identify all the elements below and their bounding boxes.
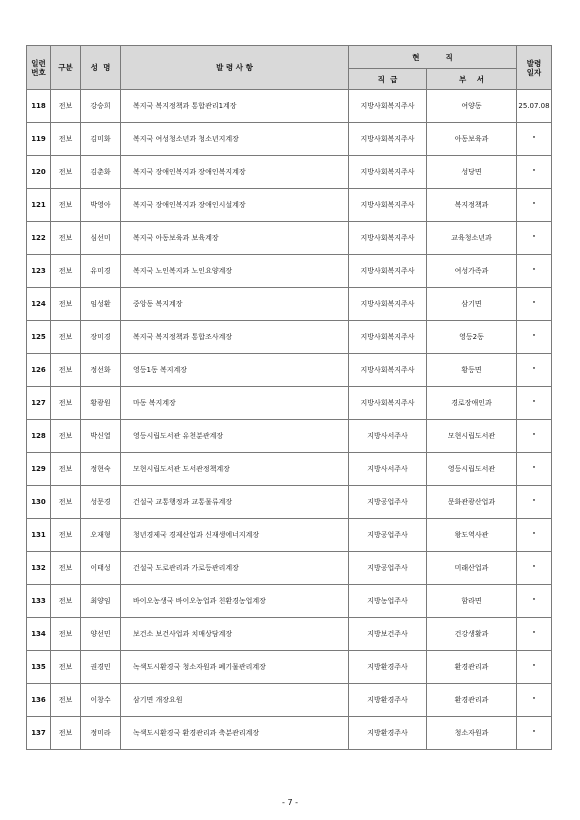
- cell-serial-number: 131: [27, 519, 51, 552]
- table-row: [27, 519, 552, 552]
- cell-department: 황등면: [427, 354, 517, 387]
- cell-department: 미래산업과: [427, 552, 517, 585]
- cell-serial-number: 127: [27, 387, 51, 420]
- cell-order: 복지국 노인복지과 노인요양계장: [121, 255, 349, 288]
- table-row: [27, 156, 552, 189]
- cell-date: ": [517, 420, 552, 453]
- cell-date: ": [517, 288, 552, 321]
- cell-serial-number: 133: [27, 585, 51, 618]
- personnel-table: [26, 45, 552, 750]
- cell-department: 경로장애인과: [427, 387, 517, 420]
- cell-order: 영등1동 복지계장: [121, 354, 349, 387]
- cell-type: 전보: [51, 90, 81, 123]
- cell-serial-number: 126: [27, 354, 51, 387]
- table-row: [27, 222, 552, 255]
- cell-order: 복지국 여성청소년과 청소년지계장: [121, 123, 349, 156]
- cell-rank: 지방공업주사: [349, 486, 427, 519]
- cell-serial-number: 128: [27, 420, 51, 453]
- cell-department: 함라면: [427, 585, 517, 618]
- table-row: [27, 288, 552, 321]
- cell-type: 전보: [51, 651, 81, 684]
- table-body: [27, 90, 552, 750]
- cell-rank: 지방사회복지주사: [349, 255, 427, 288]
- table-row: [27, 123, 552, 156]
- cell-name: 오재형: [81, 519, 121, 552]
- cell-date: ": [517, 651, 552, 684]
- table-row: [27, 453, 552, 486]
- cell-department: 여양동: [427, 90, 517, 123]
- cell-name: 김춘화: [81, 156, 121, 189]
- cell-serial-number: 132: [27, 552, 51, 585]
- cell-type: 전보: [51, 222, 81, 255]
- cell-date: ": [517, 123, 552, 156]
- cell-rank: 지방사회복지주사: [349, 123, 427, 156]
- cell-date: ": [517, 189, 552, 222]
- cell-order: 복지국 복지정책과 통합조사계장: [121, 321, 349, 354]
- table-row: [27, 321, 552, 354]
- cell-name: 정선화: [81, 354, 121, 387]
- cell-rank: 지방보건주사: [349, 618, 427, 651]
- cell-name: 이창수: [81, 684, 121, 717]
- table-row: [27, 651, 552, 684]
- cell-date: ": [517, 486, 552, 519]
- cell-type: 전보: [51, 189, 81, 222]
- cell-department: 성당면: [427, 156, 517, 189]
- header-date: 발령 일자: [517, 46, 552, 90]
- cell-order: 모현시립도서관 도서관정책계장: [121, 453, 349, 486]
- header-department: 부 서: [427, 69, 517, 90]
- cell-department: 아동보육과: [427, 123, 517, 156]
- table-row: [27, 717, 552, 750]
- cell-type: 전보: [51, 156, 81, 189]
- cell-order: 보건소 보건사업과 치매상담계장: [121, 618, 349, 651]
- cell-name: 황광원: [81, 387, 121, 420]
- cell-type: 전보: [51, 486, 81, 519]
- cell-serial-number: 137: [27, 717, 51, 750]
- cell-rank: 지방사서주사: [349, 453, 427, 486]
- cell-serial-number: 136: [27, 684, 51, 717]
- cell-order: 건설국 도로관리과 가로등관리계장: [121, 552, 349, 585]
- table-row: [27, 354, 552, 387]
- cell-type: 전보: [51, 420, 81, 453]
- cell-order: 삼기면 개장요원: [121, 684, 349, 717]
- table-row: [27, 684, 552, 717]
- cell-department: 문화관광산업과: [427, 486, 517, 519]
- cell-date: ": [517, 255, 552, 288]
- cell-department: 여성가족과: [427, 255, 517, 288]
- cell-date: ": [517, 453, 552, 486]
- cell-name: 정미라: [81, 717, 121, 750]
- cell-order: 복지국 장애인복지과 장애인시설계장: [121, 189, 349, 222]
- cell-rank: 지방환경주사: [349, 717, 427, 750]
- cell-serial-number: 123: [27, 255, 51, 288]
- cell-name: 장미경: [81, 321, 121, 354]
- cell-name: 김미화: [81, 123, 121, 156]
- header-rank: 직 급: [349, 69, 427, 90]
- cell-date: ": [517, 618, 552, 651]
- cell-name: 정현숙: [81, 453, 121, 486]
- cell-rank: 지방환경주사: [349, 651, 427, 684]
- cell-date: ": [517, 684, 552, 717]
- cell-type: 전보: [51, 123, 81, 156]
- cell-name: 권경민: [81, 651, 121, 684]
- cell-order: 건설국 교통행정과 교통물류계장: [121, 486, 349, 519]
- cell-date: ": [517, 156, 552, 189]
- cell-date: ": [517, 552, 552, 585]
- cell-rank: 지방사회복지주사: [349, 354, 427, 387]
- table-row: [27, 486, 552, 519]
- cell-rank: 지방사회복지주사: [349, 387, 427, 420]
- cell-order: 마동 복지계장: [121, 387, 349, 420]
- table-row: [27, 552, 552, 585]
- table-row: [27, 189, 552, 222]
- cell-type: 전보: [51, 288, 81, 321]
- cell-order: 녹색도시환경국 청소자원과 폐기물관리계장: [121, 651, 349, 684]
- header-name: 성 명: [81, 46, 121, 90]
- cell-department: 영등시립도서관: [427, 453, 517, 486]
- table-row: [27, 618, 552, 651]
- cell-type: 전보: [51, 717, 81, 750]
- cell-department: 왕도역사관: [427, 519, 517, 552]
- cell-date: ": [517, 585, 552, 618]
- cell-name: 강승희: [81, 90, 121, 123]
- cell-type: 전보: [51, 552, 81, 585]
- cell-serial-number: 134: [27, 618, 51, 651]
- cell-date: ": [517, 387, 552, 420]
- cell-name: 양선민: [81, 618, 121, 651]
- cell-serial-number: 130: [27, 486, 51, 519]
- cell-order: 중앙동 복지계장: [121, 288, 349, 321]
- cell-order: 녹색도시환경국 환경관리과 축분관리계장: [121, 717, 349, 750]
- cell-type: 전보: [51, 387, 81, 420]
- table-row: [27, 255, 552, 288]
- cell-serial-number: 122: [27, 222, 51, 255]
- cell-serial-number: 119: [27, 123, 51, 156]
- page-number: - 7 -: [282, 798, 298, 807]
- cell-name: 심선미: [81, 222, 121, 255]
- cell-type: 전보: [51, 255, 81, 288]
- cell-department: 건강생활과: [427, 618, 517, 651]
- cell-serial-number: 129: [27, 453, 51, 486]
- header-type: 구분: [51, 46, 81, 90]
- cell-date: 25.07.08: [517, 90, 552, 123]
- cell-rank: 지방사회복지주사: [349, 321, 427, 354]
- cell-department: 모현시립도서관: [427, 420, 517, 453]
- cell-rank: 지방농업주사: [349, 585, 427, 618]
- cell-type: 전보: [51, 321, 81, 354]
- cell-rank: 지방사회복지주사: [349, 156, 427, 189]
- cell-serial-number: 118: [27, 90, 51, 123]
- cell-date: ": [517, 321, 552, 354]
- cell-date: ": [517, 222, 552, 255]
- cell-name: 박신열: [81, 420, 121, 453]
- cell-date: ": [517, 354, 552, 387]
- cell-type: 전보: [51, 354, 81, 387]
- cell-type: 전보: [51, 585, 81, 618]
- cell-rank: 지방사회복지주사: [349, 90, 427, 123]
- cell-rank: 지방공업주사: [349, 519, 427, 552]
- cell-department: 교육청소년과: [427, 222, 517, 255]
- cell-serial-number: 124: [27, 288, 51, 321]
- cell-order: 영등시립도서관 유천분관계장: [121, 420, 349, 453]
- cell-department: 환경관리과: [427, 651, 517, 684]
- cell-serial-number: 121: [27, 189, 51, 222]
- cell-serial-number: 120: [27, 156, 51, 189]
- cell-rank: 지방공업주사: [349, 552, 427, 585]
- cell-order: 바이오농생국 바이오농업과 친환경농업계장: [121, 585, 349, 618]
- cell-department: 청소자원과: [427, 717, 517, 750]
- cell-order: 복지국 장애인복지과 장애인복지계장: [121, 156, 349, 189]
- header-current-position: 현 직: [349, 46, 517, 69]
- cell-order: 복지국 아동보육과 보육계장: [121, 222, 349, 255]
- cell-date: ": [517, 519, 552, 552]
- table-row: [27, 90, 552, 123]
- table-row: [27, 387, 552, 420]
- cell-rank: 지방사회복지주사: [349, 189, 427, 222]
- header-order: 발 령 사 항: [121, 46, 349, 90]
- cell-type: 전보: [51, 618, 81, 651]
- cell-rank: 지방사서주사: [349, 420, 427, 453]
- cell-name: 유미경: [81, 255, 121, 288]
- cell-order: 복지국 복지정책과 통합관리1계장: [121, 90, 349, 123]
- cell-name: 임성환: [81, 288, 121, 321]
- cell-name: 성문경: [81, 486, 121, 519]
- cell-name: 최양임: [81, 585, 121, 618]
- cell-rank: 지방사회복지주사: [349, 288, 427, 321]
- table-row: [27, 420, 552, 453]
- table-row: [27, 585, 552, 618]
- cell-rank: 지방환경주사: [349, 684, 427, 717]
- cell-department: 영등2동: [427, 321, 517, 354]
- cell-name: 이태성: [81, 552, 121, 585]
- cell-type: 전보: [51, 453, 81, 486]
- cell-department: 복지정책과: [427, 189, 517, 222]
- cell-serial-number: 125: [27, 321, 51, 354]
- cell-name: 박영아: [81, 189, 121, 222]
- cell-serial-number: 135: [27, 651, 51, 684]
- cell-type: 전보: [51, 519, 81, 552]
- cell-date: ": [517, 717, 552, 750]
- cell-rank: 지방사회복지주사: [349, 222, 427, 255]
- cell-order: 청년경제국 경제산업과 신재생에너지계장: [121, 519, 349, 552]
- cell-department: 환경관리과: [427, 684, 517, 717]
- cell-type: 전보: [51, 684, 81, 717]
- header-serial-number: 일련 번호: [27, 46, 51, 90]
- cell-department: 삼기면: [427, 288, 517, 321]
